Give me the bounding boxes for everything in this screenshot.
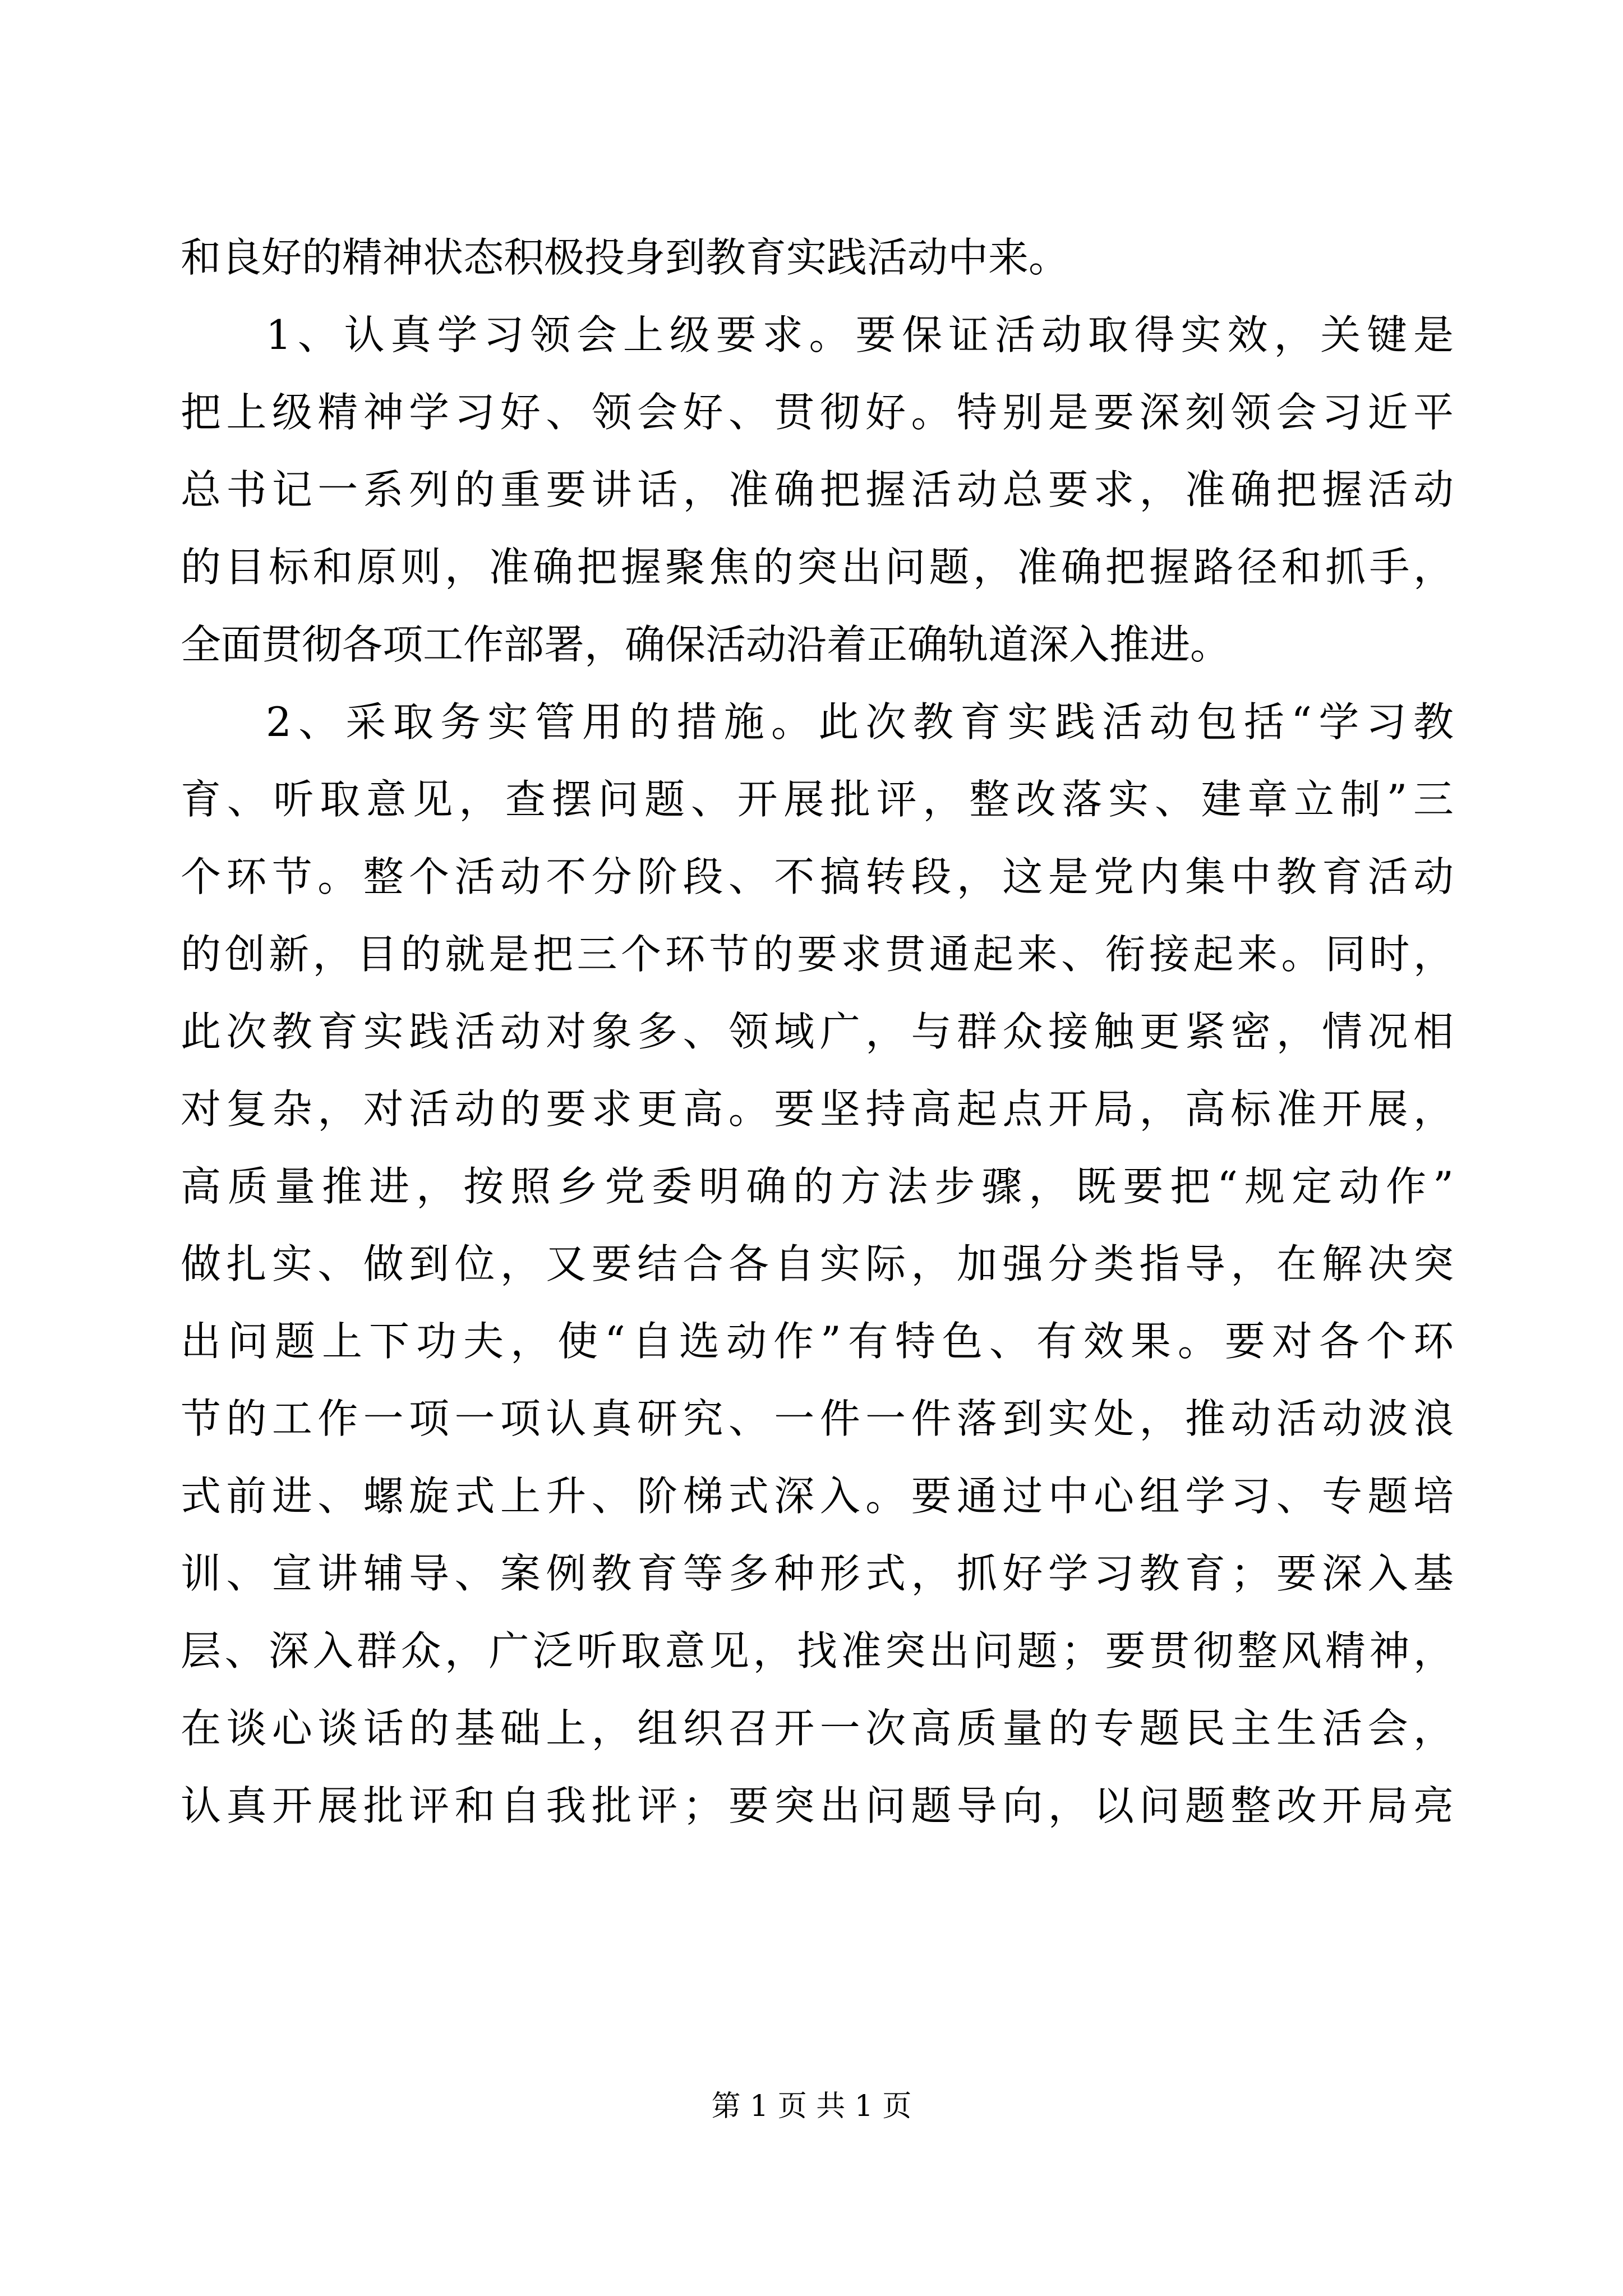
text-line: 层、深入群众，广泛听取意见，找准突出问题；要贯彻整风精神， [181, 1627, 1454, 1674]
text-line: 此次教育实践活动对象多、领域广，与群众接触更紧密，情况相 [181, 1008, 1454, 1055]
text-line: 做扎实、做到位，又要结合各自实际，加强分类指导，在解决突 [181, 1240, 1454, 1287]
text-line: 的目标和原则，准确把握聚焦的突出问题，准确把握路径和抓手， [181, 544, 1454, 591]
text-line: 和良好的精神状态积极投身到教育实践活动中来。 [181, 234, 1069, 281]
text-line: 1、认真学习领会上级要求。要保证活动取得实效，关键是 [266, 311, 1454, 358]
text-line: 对复杂，对活动的要求更高。要坚持高起点开局，高标准开展， [181, 1085, 1454, 1133]
text-line: 训、宣讲辅导、案例教育等多种形式，抓好学习教育；要深入基 [181, 1550, 1454, 1597]
text-line: 总书记一系列的重要讲话，准确把握活动总要求，准确把握活动 [181, 466, 1454, 513]
text-line: 全面贯彻各项工作部署，确保活动沿着正确轨道深入推进。 [181, 621, 1231, 668]
text-line: 2、采取务实管用的措施。此次教育实践活动包括“学习教 [266, 698, 1454, 746]
text-line: 在谈心谈话的基础上，组织召开一次高质量的专题民主生活会， [181, 1705, 1454, 1752]
text-line: 育、听取意见，查摆问题、开展批评，整改落实、建章立制”三 [181, 776, 1454, 823]
page-footer: 第 1 页 共 1 页 [711, 2090, 912, 2123]
text-line: 把上级精神学习好、领会好、贯彻好。特别是要深刻领会习近平 [181, 389, 1454, 436]
text-line: 出问题上下功夫，使“自选动作”有特色、有效果。要对各个环 [181, 1318, 1454, 1365]
text-line: 个环节。整个活动不分阶段、不搞转段，这是党内集中教育活动 [181, 853, 1454, 900]
text-line: 节的工作一项一项认真研究、一件一件落到实处，推动活动波浪 [181, 1395, 1454, 1442]
text-line: 认真开展批评和自我批评；要突出问题导向，以问题整改开局亮 [181, 1782, 1454, 1829]
text-line: 高质量推进，按照乡党委明确的方法步骤，既要把“规定动作” [181, 1163, 1454, 1210]
text-line: 的创新，目的就是把三个环节的要求贯通起来、衔接起来。同时， [181, 931, 1454, 978]
body-text [181, 219, 1454, 1844]
text-line: 式前进、螺旋式上升、阶梯式深入。要通过中心组学习、专题培 [181, 1473, 1454, 1520]
